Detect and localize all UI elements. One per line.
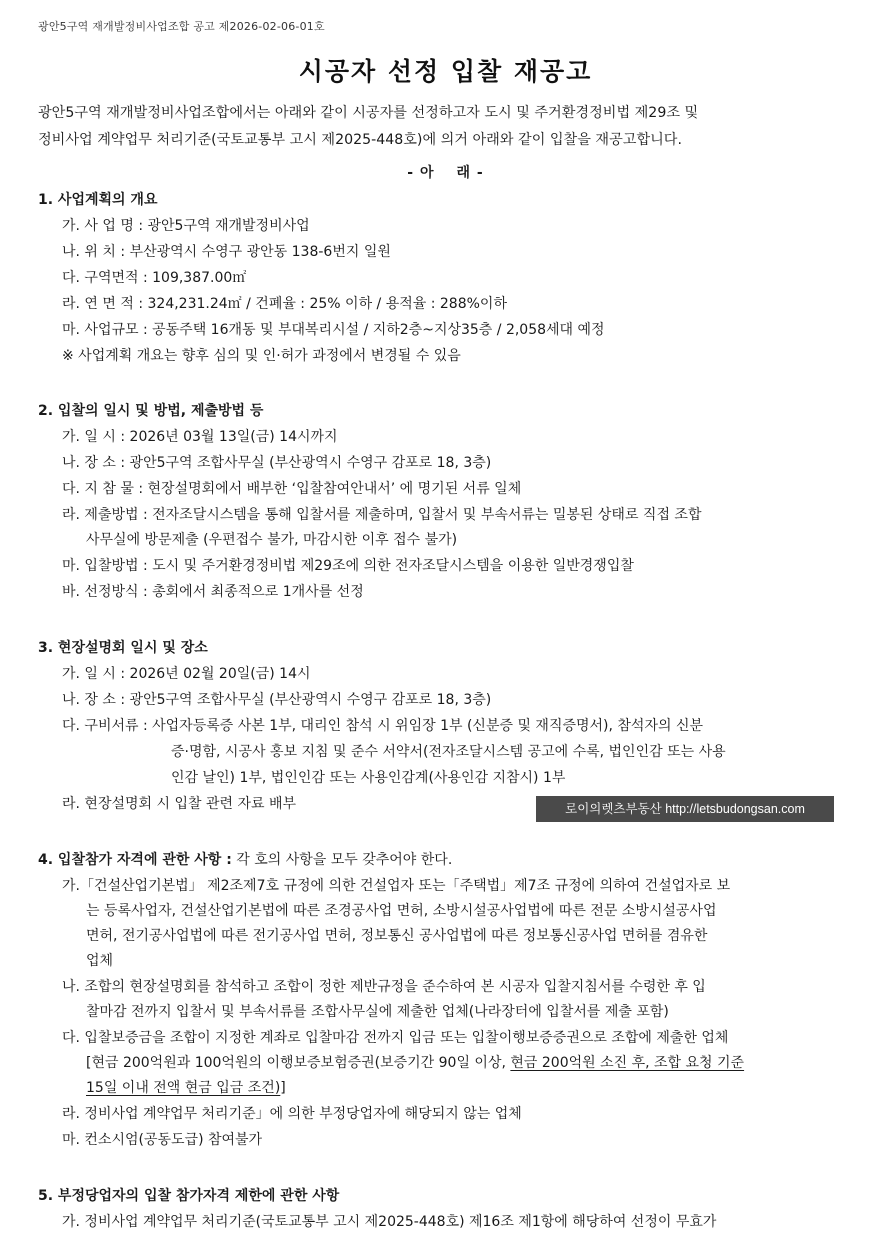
section-4-heading-bold: 4. 입찰참가 자격에 관한 사항 : (38, 852, 232, 868)
document-number: 광안5구역 재개발정비사업조합 공고 제2026-02-06-01호 (38, 20, 325, 33)
section-1-item: 다. 구역면적 : 109,387.00㎡ (62, 270, 247, 286)
section-2-item-cont: 사무실에 방문제출 (우편접수 불가, 마감시한 이후 접수 불가) (86, 532, 458, 548)
section-3-item: 라. 현장설명회 시 입찰 관련 자료 배부 (62, 796, 297, 812)
section-3-item: 가. 일 시 : 2026년 02월 20일(금) 14시 (62, 666, 311, 682)
deposit-condition-underlined: 현금 200억원 소진 후, 조합 요청 기준 (510, 1055, 745, 1071)
intro-line: 정비사업 계약업무 처리기준(국토교통부 고시 제2025-448호)에 의거 아래와 같이 입찰을 재공고합니다. (38, 132, 682, 148)
section-4-item: 라. 정비사업 계약업무 처리기준」에 의한 부정당업자에 해당되지 않는 업체 (62, 1106, 522, 1122)
section-5-item: 가. 정비사업 계약업무 처리기준(국토교통부 고시 제2025-448호) 제16조 제1항에 해당하여 선정이 무효가 (62, 1214, 717, 1230)
section-3-item-cont: 인감 날인) 1부, 법인인감 또는 사용인감계(사용인감 지참시) 1부 (171, 770, 566, 786)
ahrae-left: - 아 (407, 165, 435, 181)
section-3-item: 나. 장 소 : 광안5구역 조합사무실 (부산광역시 수영구 감포로 18, 3층) (62, 692, 492, 708)
section-4-item: 나. 조합의 현장설명회를 참석하고 조합이 정한 제반규정을 준수하여 본 시공자 입찰지침서를 수령한 후 입 (62, 979, 706, 995)
section-2-item: 나. 장 소 : 광안5구역 조합사무실 (부산광역시 수영구 감포로 18, 3층) (62, 455, 492, 471)
section-2-item: 다. 지 참 물 : 현장설명회에서 배부한 ‘입찰참여안내서’ 에 명기된 서류 일체 (62, 481, 522, 497)
section-heading-3: 3. 현장설명회 일시 및 장소 (38, 640, 208, 656)
section-1-item: 라. 연 면 적 : 324,231.24㎡ / 건폐율 : 25% 이하 / 용적율 : 288%이하 (62, 296, 507, 312)
section-4-item: 가.「건설산업기본법」 제2조제7호 규정에 의한 건설업자 또는「주택법」제7조 규정에 의하여 건설업자로 보 (62, 878, 731, 894)
section-4-heading-rest: 각 호의 사항을 모두 갖추어야 한다. (231, 852, 453, 868)
deposit-condition-underlined-2: 15일 이내 전액 현금 입금 조건) (86, 1080, 281, 1096)
bracket-close: ] (280, 1080, 286, 1096)
ahrae-right: 래 - (456, 165, 484, 181)
section-2-item: 라. 제출방법 : 전자조달시스템을 통해 입찰서를 제출하며, 입찰서 및 부속서류는 밀봉된 상태로 직접 조합 (62, 507, 702, 523)
section-heading-4 (38, 850, 452, 870)
page-title: 시공자 선정 입찰 재공고 (298, 57, 593, 86)
section-4-item-cont: 는 등록사업자, 건설산업기본법에 따른 조경공사업 면허, 소방시설공사업법에 따른 전문 소방시설공사업 (86, 903, 717, 919)
intro-paragraph (38, 100, 858, 154)
watermark-banner: 로이의렛츠부동산 http://letsbudongsan.com (536, 796, 834, 822)
section-4-item-cont: 면허, 전기공사업법에 따른 전기공사업 면허, 정보통신 공사업법에 따른 정보통신공사업 면허를 겸유한 (86, 928, 708, 944)
section-4-item: 다. 입찰보증금을 조합이 지정한 계좌로 입찰마감 전까지 입금 또는 입찰이행보증증권으로 조합에 제출한 업체 (62, 1030, 729, 1046)
section-4-item-cont (86, 1053, 744, 1073)
section-2-item: 바. 선정방식 : 총회에서 최종적으로 1개사를 선정 (62, 584, 364, 600)
ahrae-divider (0, 162, 891, 182)
section-heading-1: 1. 사업계획의 개요 (38, 192, 158, 208)
deposit-condition-text: [현금 200억원과 100억원의 이행보증보험증권(보증기간 90일 이상, (86, 1055, 511, 1071)
section-3-item: 다. 구비서류 : 사업자등록증 사본 1부, 대리인 참석 시 위임장 1부 (신분증 및 재직증명서), 참석자의 신분 (62, 718, 703, 734)
section-4-item-cont: 업체 (86, 953, 114, 969)
section-4-item-cont: 찰마감 전까지 입찰서 및 부속서류를 조합사무실에 제출한 업체(나라장터에 입찰서를 제출 포함) (86, 1004, 669, 1020)
section-1-item: 가. 사 업 명 : 광안5구역 재개발정비사업 (62, 218, 310, 234)
intro-line: 광안5구역 재개발정비사업조합에서는 아래와 같이 시공자를 선정하고자 도시 및 주거환경정비법 제29조 및 (38, 105, 699, 121)
section-heading-5: 5. 부정당업자의 입찰 참가자격 제한에 관한 사항 (38, 1188, 340, 1204)
section-4-item: 마. 컨소시엄(공동도급) 참여불가 (62, 1132, 263, 1148)
section-3-item-cont: 증·명함, 시공사 홍보 지침 및 준수 서약서(전자조달시스템 공고에 수록, 법인인감 또는 사용 (171, 744, 726, 760)
section-4-item-cont (86, 1078, 286, 1098)
section-2-item: 가. 일 시 : 2026년 03월 13일(금) 14시까지 (62, 429, 338, 445)
section-2-item: 마. 입찰방법 : 도시 및 주거환경정비법 제29조에 의한 전자조달시스템을 이용한 일반경쟁입찰 (62, 558, 634, 574)
section-1-note: ※ 사업계획 개요는 향후 심의 및 인·허가 과정에서 변경될 수 있음 (62, 348, 461, 364)
section-1-item: 나. 위 치 : 부산광역시 수영구 광안동 138-6번지 일원 (62, 244, 391, 260)
section-heading-2: 2. 입찰의 일시 및 방법, 제출방법 등 (38, 403, 264, 419)
section-1-item: 마. 사업규모 : 공동주택 16개동 및 부대복리시설 / 지하2층~지상35층 / 2,058세대 예정 (62, 322, 605, 338)
